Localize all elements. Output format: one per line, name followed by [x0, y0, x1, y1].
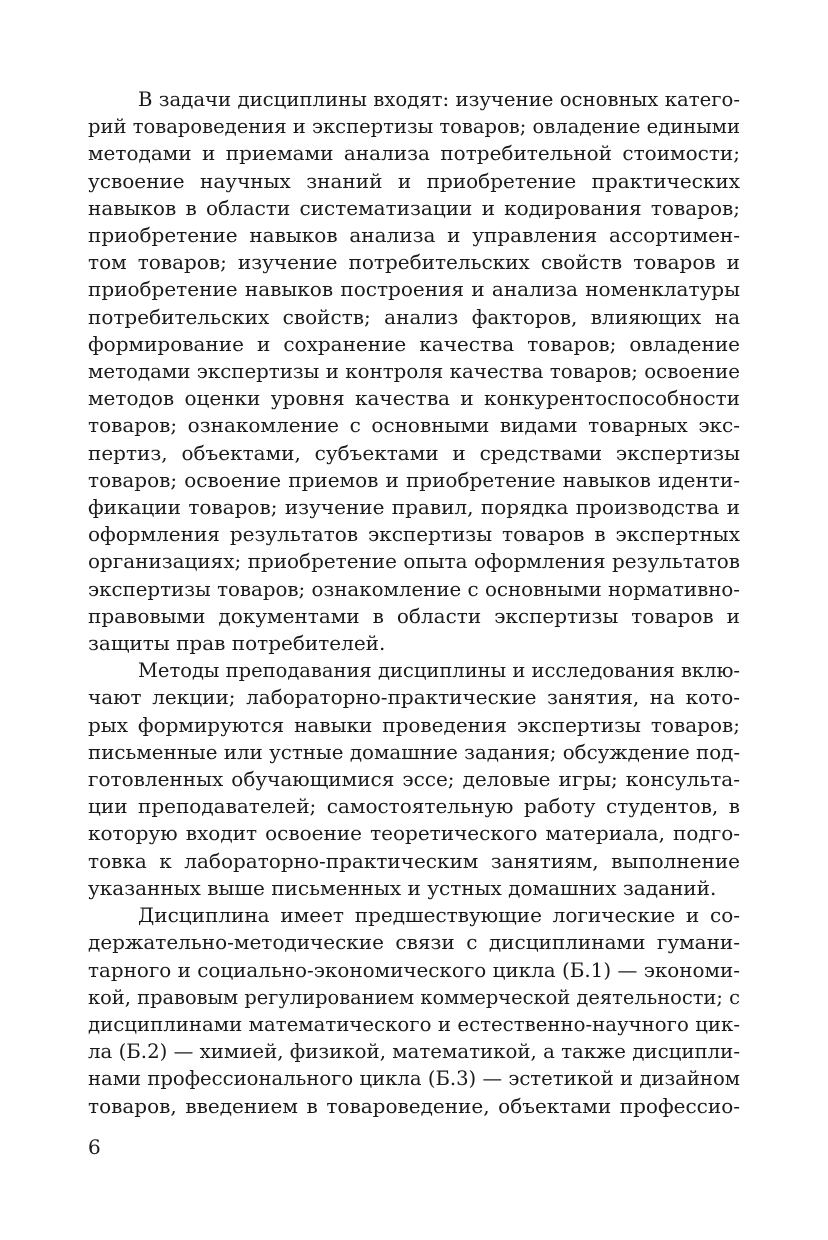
text-line: Методы преподавания дисциплины и исследования вклю-	[138, 659, 740, 683]
text-line: защиты прав потребителей.	[88, 631, 386, 656]
text-line: письменные или устные домашние задания; обсуждение под-	[88, 740, 741, 764]
text-line: том товаров; изучение потребительских свойств товаров и	[88, 250, 740, 275]
page-number: 6	[88, 1135, 101, 1159]
text-line: ла (Б.2) — химией, физикой, математикой, а также дисципли-	[88, 1040, 740, 1064]
text-line: навыков в области систематизации и кодирования товаров;	[88, 195, 740, 220]
text-line: методами и приемами анализа потребительной стоимости;	[88, 141, 740, 166]
text-line: кой, правовым регулированием коммерческой деятельности; с	[88, 985, 740, 1009]
text-line: товаров, введением в товароведение, объектами профессио-	[88, 1093, 740, 1118]
text-line: формирование и сохранение качества товаров; овладение	[88, 331, 740, 356]
text-line: В задачи дисциплины входят: изучение основных катего-	[138, 88, 740, 111]
text-line: фикации товаров; изучение правил, порядка производства и	[88, 495, 740, 520]
text-line: приобретение навыков построения и анализа номенклатуры	[88, 277, 740, 302]
text-line: правовыми документами в области экспертизы товаров и	[88, 603, 740, 628]
text-line: указанных выше письменных и устных домашних заданий.	[88, 875, 717, 900]
text-line: рых формируются навыки проведения экспертизы товаров;	[88, 712, 740, 737]
text-line: оформления результатов экспертизы товаров в экспертных	[88, 522, 740, 547]
text-line: товка к лабораторно-практическим занятиям, выполнение	[88, 848, 740, 873]
text-line: держательно-методические связи с дисциплинами гумани-	[88, 930, 740, 955]
text-line: товаров; освоение приемов и приобретение навыков иденти-	[88, 467, 740, 492]
paragraph	[88, 902, 740, 1120]
paragraph	[88, 86, 740, 657]
text-line: ции преподавателей; самостоятельную работу студентов, в	[88, 794, 740, 819]
text-line: пертиз, объектами, субъектами и средствами экспертизы	[88, 440, 740, 465]
text-line: организациях; приобретение опыта оформления результатов	[88, 549, 740, 574]
text-line: усвоение научных знаний и приобретение практических	[88, 168, 740, 193]
paragraph	[88, 657, 740, 902]
text-line: потребительских свойств; анализ факторов, влияющих на	[88, 304, 740, 329]
text-line: нами профессионального цикла (Б.3) — эстетикой и дизайном	[88, 1067, 740, 1091]
text-line: Дисциплина имеет предшествующие логические и со-	[138, 903, 740, 928]
text-line: приобретение навыков анализа и управления ассортимен-	[88, 223, 740, 248]
text-line: методов оценки уровня качества и конкурентоспособности	[88, 386, 740, 411]
text-line: товаров; ознакомление с основными видами товарных экс-	[88, 413, 740, 438]
text-line: тарного и социально-экономического цикла (Б.1) — экономи-	[88, 958, 740, 982]
text-line: чают лекции; лабораторно-практические занятия, на кото-	[88, 685, 740, 710]
text-line: дисциплинами математического и естественно-научного цик-	[88, 1012, 740, 1036]
text-line: которую входит освоение теоретического материала, подго-	[88, 821, 740, 846]
text-line: экспертизы товаров; ознакомление с основными нормативно-	[88, 577, 740, 601]
text-column	[88, 86, 740, 1120]
text-line: готовленных обучающимися эссе; деловые игры; консульта-	[88, 767, 740, 792]
text-line: методами экспертизы и контроля качества товаров; освоение	[88, 360, 740, 384]
page-body	[88, 86, 740, 1120]
text-line: рий товароведения и экспертизы товаров; овладение едиными	[88, 115, 740, 139]
